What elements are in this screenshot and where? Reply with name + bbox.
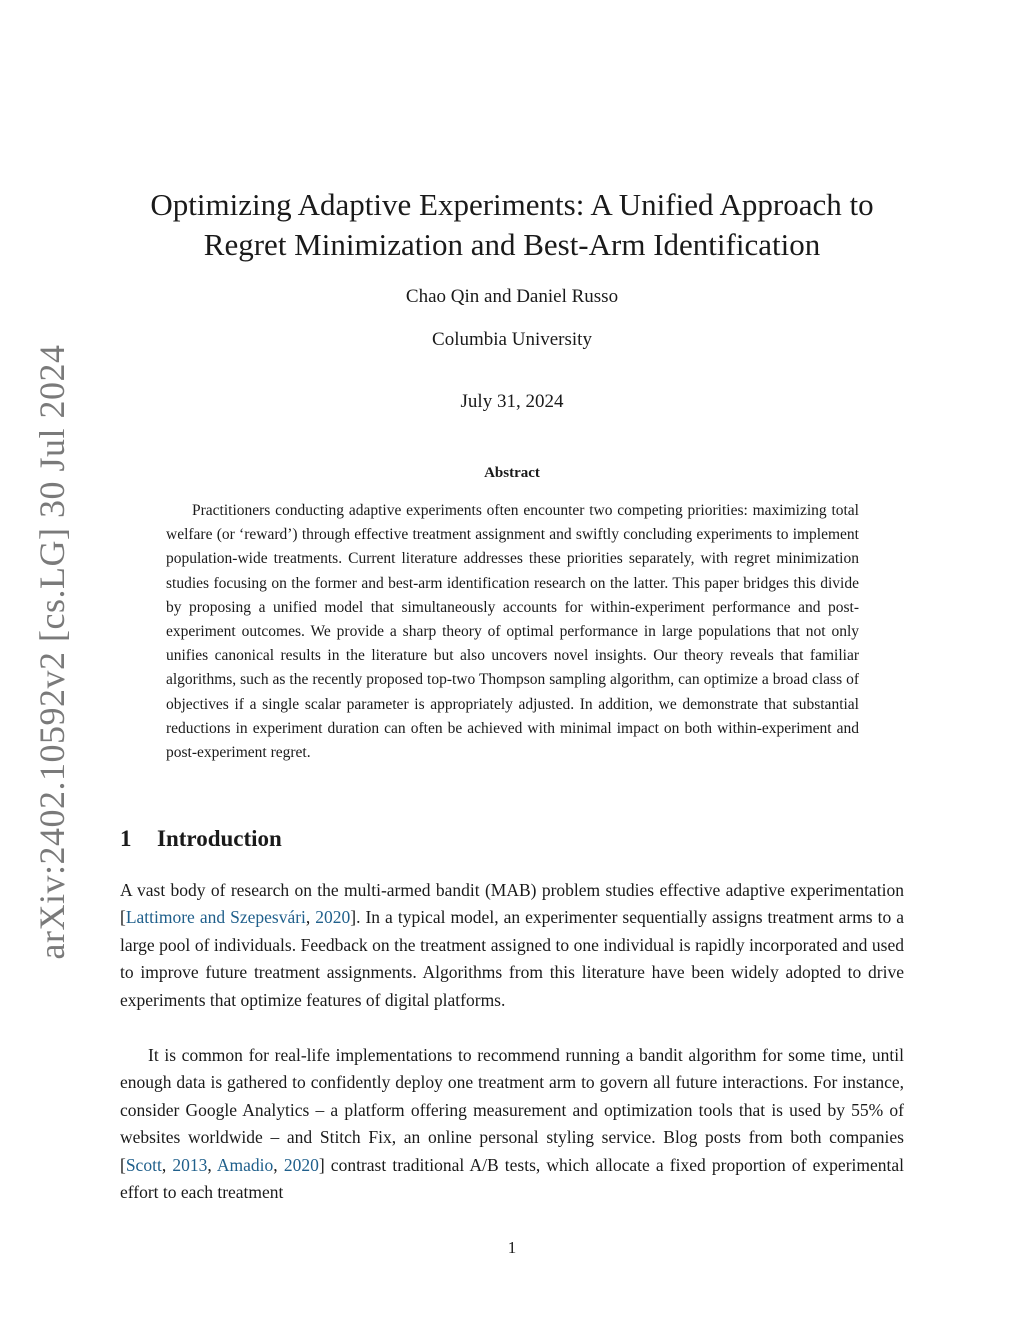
author-list: Chao Qin and Daniel Russo: [405, 286, 619, 307]
intro-p1-text-after: ]. In a typical model, an experimenter sequentially assigns treatment arms to a large pool of individuals. Feedback on the treatment assigned to one individual is rapidly incorporated and used to improve future treatment assignments. Algorithms from this literature have been widely adopted to drive experiments that optimize features of digital platforms.: [120, 907, 904, 1010]
citation-link-amadio-author[interactable]: Amadio: [216, 1154, 274, 1175]
section-heading-introduction: [120, 826, 282, 852]
citation-link-amadio-year[interactable]: 2020: [283, 1154, 319, 1175]
abstract-heading: Abstract: [484, 465, 540, 481]
abstract-text: Practitioners conducting adaptive experiments often encounter two competing priorities: maximizing total welfare (or ‘reward’) through effective treatment assignment and swiftly concluding experiments to implement population-wide treatments. Current literature addresses these priorities separately, with regret minimization studies focusing on the former and best-arm identification research on the latter. This paper bridges this divide by proposing a unified model that simultaneously accounts for within-experiment performance and post-experiment outcomes. We provide a sharp theory of optimal performance in large populations that not only unifies canonical results in the literature but also uncovers novel insights. Our theory reveals that familiar algorithms, such as the recently proposed top-two Thompson sampling algorithm, can optimize a broad class of objectives if a single scalar parameter is appropriately adjusted. In addition, we demonstrate that substantial reductions in experiment duration can often be achieved with minimal impact on both within-experiment and post-experiment regret.: [166, 502, 859, 762]
paper-title-line-2: Regret Minimization and Best-Arm Identification: [203, 227, 821, 262]
citation-link-lattimore-year[interactable]: 2020: [315, 907, 351, 928]
paper-title-line-1: Optimizing Adaptive Experiments: A Unified Approach to: [150, 187, 874, 222]
intro-p2-text-before: It is common for real-life implementations to recommend running a bandit algorithm for some time, until enough data is gathered to confidently deploy one treatment arm to govern all future interactions. For instance, consider Google Analytics – a platform offering measurement and optimization tools that is used by 55% of websites worldwide – and Stitch Fix, an online personal styling service. Blog posts from both companies [: [120, 1045, 904, 1175]
arxiv-identifier-stamp: arXiv:2402.10592v2 [cs.LG] 30 Jul 2024: [32, 344, 72, 960]
paper-title: [110, 185, 914, 265]
citation-link-scott-author[interactable]: Scott: [125, 1154, 162, 1175]
citation-link-lattimore-author[interactable]: Lattimore and Szepesvári: [125, 907, 306, 928]
page-number: 1: [507, 1238, 517, 1257]
section-number: 1: [120, 826, 132, 851]
intro-paragraph-2: [120, 1042, 904, 1206]
citation-separator: ,: [207, 1154, 217, 1175]
citation-separator: ,: [161, 1154, 173, 1175]
citation-separator: ,: [305, 907, 316, 928]
author-affiliation: Columbia University: [432, 329, 592, 350]
publication-date: July 31, 2024: [460, 391, 564, 412]
intro-p1-text-before: A vast body of research on the multi-armed bandit (MAB) problem studies effective adaptive experimentation [: [120, 880, 904, 928]
intro-p2-text-after: ] contrast traditional A/B tests, which allocate a fixed proportion of experimental effort to each treatment: [120, 1154, 905, 1203]
citation-link-scott-year[interactable]: 2013: [172, 1154, 208, 1175]
section-title: Introduction: [157, 826, 282, 851]
citation-separator: ,: [273, 1154, 284, 1175]
intro-paragraph-1: [120, 877, 904, 1014]
